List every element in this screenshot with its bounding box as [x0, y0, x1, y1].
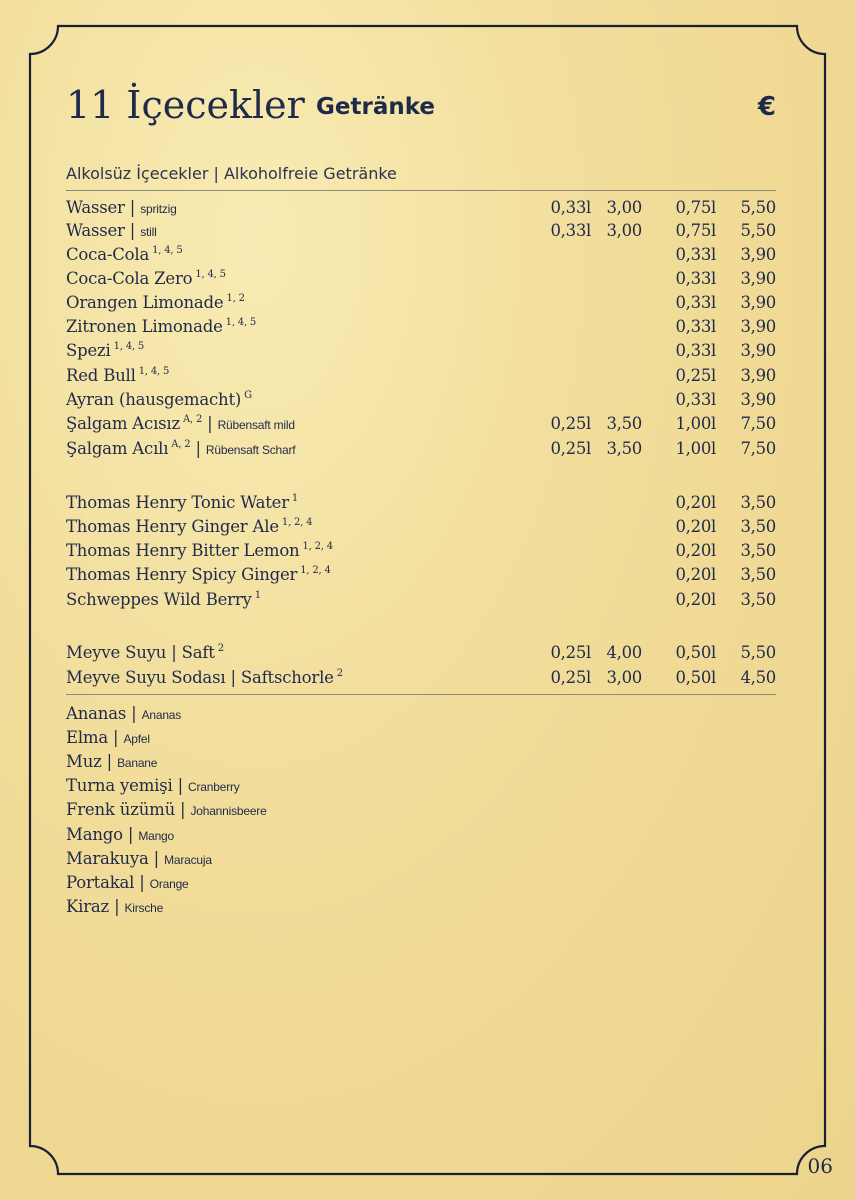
menu-item: Meyve Suyu Sodası | Saftschorle $^2$ 0,25l 3,00 0,50l 4,50	[66, 668, 776, 687]
juice-item: Mango | Mango	[66, 825, 175, 844]
juice-item: Frenk üzümü | Johannisbeere	[66, 800, 267, 819]
menu-item: Thomas Henry Bitter Lemon $^{1, 2, 4}$ 0,20l 3,50	[66, 541, 776, 560]
juice-item: Marakuya | Maracuja	[66, 849, 212, 868]
menu-item: Coca-Cola Zero $^{1, 4, 5}$ 0,33l 3,90	[66, 269, 776, 288]
menu-item: Orangen Limonade $^{1, 2}$ 0,33l 3,90	[66, 293, 776, 312]
menu-item: Wasser | spritzig 0,33l 3,00 0,75l 5,50	[66, 198, 776, 217]
currency-symbol: €	[757, 92, 776, 122]
menu-item: Şalgam Acılı $^{A, 2}$ | Rübensaft Scharf 0,25l 3,50 1,00l 7,50	[66, 439, 776, 458]
menu-item: Zitronen Limonade $^{1, 4, 5}$ 0,33l 3,90	[66, 317, 776, 336]
juice-item: Elma | Apfel	[66, 728, 150, 747]
juice-item: Muz | Banane	[66, 752, 158, 771]
juice-item: Kiraz | Kirsche	[66, 897, 164, 916]
page-number: 06	[807, 1154, 833, 1178]
page-header	[66, 82, 776, 132]
page-subtitle: Getränke	[316, 94, 435, 120]
menu-item: Thomas Henry Spicy Ginger $^{1, 2, 4}$ 0,20l 3,50	[66, 565, 776, 584]
menu-item: Schweppes Wild Berry $^1$ 0,20l 3,50	[66, 590, 776, 609]
menu-item: Red Bull $^{1, 4, 5}$ 0,25l 3,90	[66, 366, 776, 385]
menu-item: Wasser | still 0,33l 3,00 0,75l 5,50	[66, 221, 776, 240]
section-title: Alkolsüz İçecekler | Alkoholfreie Getränke	[66, 164, 397, 183]
menu-item: Thomas Henry Tonic Water $^1$ 0,20l 3,50	[66, 493, 776, 512]
menu-item: Coca-Cola $^{1, 4, 5}$ 0,33l 3,90	[66, 245, 776, 264]
section-divider	[66, 190, 776, 191]
menu-item: Thomas Henry Ginger Ale $^{1, 2, 4}$ 0,20l 3,50	[66, 517, 776, 536]
menu-item: Şalgam Acısız $^{A, 2}$ | Rübensaft mild 0,25l 3,50 1,00l 7,50	[66, 414, 776, 433]
page-title: 11 İçecekler	[66, 83, 305, 127]
menu-item: Meyve Suyu | Saft $^2$ 0,25l 4,00 0,50l 5,50	[66, 643, 776, 662]
juice-divider	[66, 694, 776, 695]
juice-item: Ananas | Ananas	[66, 704, 182, 723]
menu-item: Spezi $^{1, 4, 5}$ 0,33l 3,90	[66, 341, 776, 360]
juice-item: Portakal | Orange	[66, 873, 189, 892]
juice-item: Turna yemişi | Cranberry	[66, 776, 240, 795]
menu-item: Ayran (hausgemacht) $^G$ 0,33l 3,90	[66, 390, 776, 409]
